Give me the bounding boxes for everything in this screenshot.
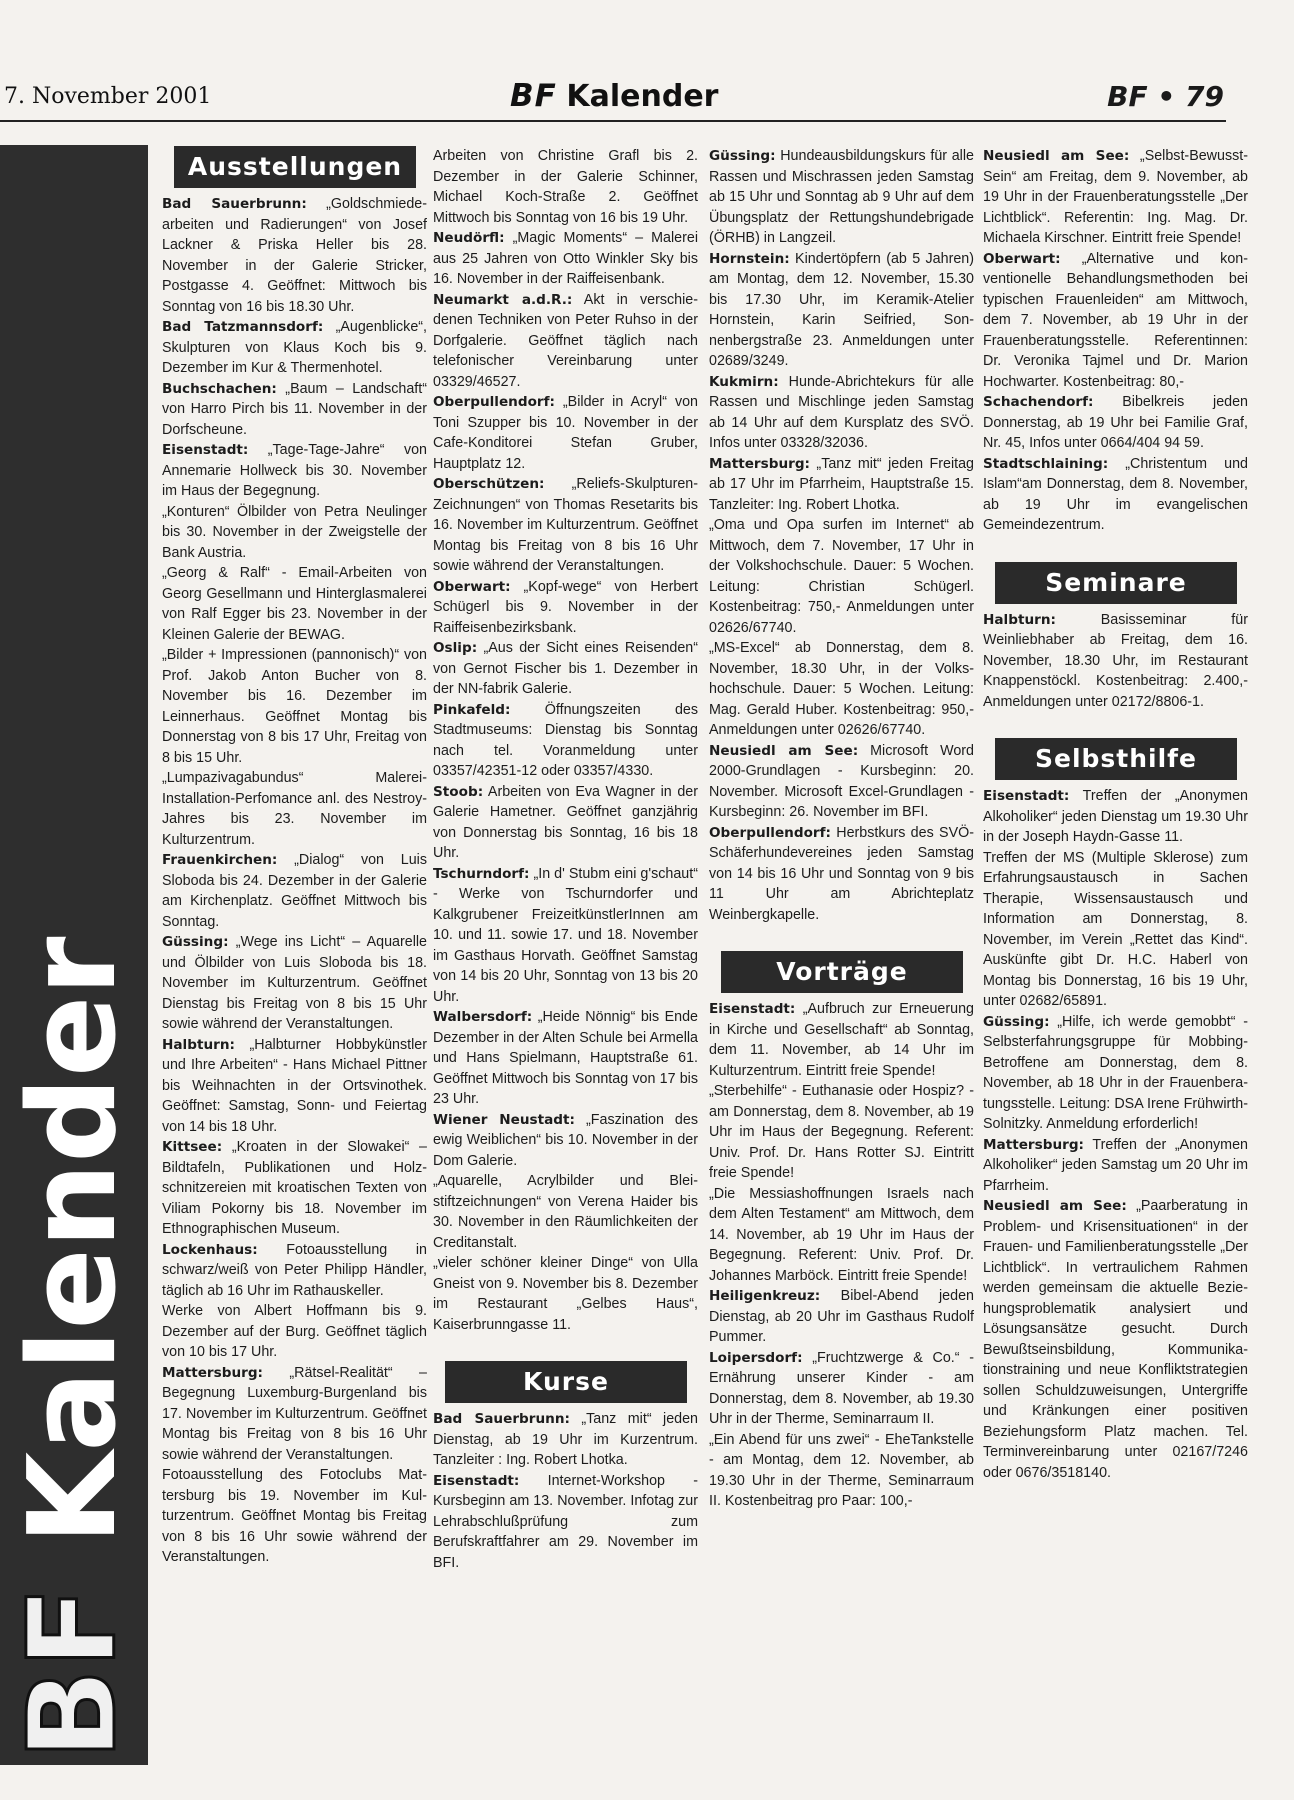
entry-text: Microsoft Word 2000-Grundlagen - Kursbeginn: 20. November. Microsoft Excel-Grundlagen - Kursbeginn: 26. November im BFI.: [709, 742, 974, 820]
calendar-entry: [433, 1471, 698, 1574]
calendar-entry: [709, 638, 974, 741]
entry-text: Werke von Albert Hoffmann bis 9. Dezember auf der Burg. Geöffnet täglich von 10 bis 17 Uhr.: [162, 1303, 427, 1360]
list-selbsthilfe: [983, 786, 1248, 1483]
entry-place: Wiener Neustadt:: [433, 1111, 575, 1128]
entry-text: „Magic Moments“ – Malerei aus 25 Jahren von Otto Winkler Sky bis 16. November in der Raiffeisenbank.: [433, 230, 698, 287]
section-heading-ausstellungen: Ausstellungen: [174, 146, 416, 188]
calendar-entry: [433, 290, 698, 393]
entry-place: Bad Sauerbrunn:: [162, 196, 307, 212]
entry-text: Internet-Workshop - Kursbeginn am 13. November. Infotag zur Lehrabschlußprüfung zum Berufskraftfahrer am 29. November im BFI.: [433, 1472, 698, 1571]
entry-text: „Aus der Sicht eines Reisenden“ von Gernot Fischer bis 1. Dezember in der NN-fabrik Galerie.: [433, 640, 698, 697]
list-kurse-b: [709, 146, 974, 925]
section-heading-vortraege: Vorträge: [721, 951, 963, 993]
entry-place: Walbersdorf:: [433, 1009, 533, 1025]
page-title: [510, 78, 718, 114]
calendar-entry: [709, 146, 974, 249]
entry-text: Akt in verschiedenen Techniken von Peter Ruhso in der Dorfgalerie. Geöffnet täglich nach telefonischer Vereinbarung unter 03329/46527.: [433, 291, 698, 390]
calendar-entry: [162, 440, 427, 502]
entry-place: Eisenstadt:: [983, 788, 1070, 804]
calendar-entry: [162, 563, 427, 645]
sidebar-brand: BF: [4, 1586, 143, 1760]
calendar-entry: [983, 848, 1248, 1012]
entry-place: Stoob:: [433, 783, 484, 800]
calendar-entry: [709, 372, 974, 454]
calendar-entry: [709, 1430, 974, 1512]
entry-text: „Selbst-Bewusst-Sein“ am Freitag, dem 9. November, ab 19 Uhr in der Frauenberatungsstelle „Der Lichtblick“. Referentin: Ing. Mag. Dr. Michaela Kirschner. Eintritt freie Spende!: [983, 148, 1248, 246]
entry-text: „Baum – Landschaft“ von Harro Pirch bis 11. November in der Dorfscheune.: [162, 380, 427, 438]
page-separator: •: [1157, 80, 1176, 113]
entry-text: „Heide Nönnig“ bis Ende Dezember in der Alten Schule bei Armella und Hans Spielmann, Hauptstraße 61. Geöffnet Mittwoch bis Sonntag von 17 bis 23 Uhr.: [433, 1009, 698, 1107]
calendar-entry: [709, 1348, 974, 1430]
entry-text: „Lumpazivagabundus“ Malerei-Installation-Perfomance anl. des Nestroy-Jahres bis 23. November im Kulturzentrum.: [162, 770, 427, 848]
calendar-entry: [983, 454, 1248, 536]
calendar-entry: [709, 454, 974, 516]
entry-place: Oberschützen:: [433, 476, 545, 492]
entry-text: „Die Messiashoffnungen Israels nach dem Alten Testament“ am Mittwoch, dem 14. November, ab 19 Uhr im Haus der Begegnung. Referent: Univ. Prof. Dr. Johannes Marböck. Eintritt freie Spende!: [709, 1185, 974, 1284]
section-heading-seminare: Seminare: [995, 562, 1237, 604]
calendar-entry: [983, 392, 1248, 454]
entry-place: Neudörfl:: [433, 230, 505, 246]
entry-place: Heiligenkreuz:: [709, 1288, 821, 1304]
calendar-entry: [983, 249, 1248, 393]
calendar-entry: [162, 317, 427, 379]
entry-text: „Goldschmiedearbeiten und Radierungen“ von Josef Lackner & Priska Heller bis 28. November in der Galerie Stricker, Postgasse 4. Geöffnet: Mittwoch bis Sonntag von 16 bis 18.30 Uhr.: [162, 196, 428, 315]
entry-place: Bad Sauerbrunn:: [433, 1411, 570, 1427]
entry-text: „Bilder in Acryl“ von Toni Szupper bis 10. November in der Cafe-Konditorei Stefan Gruber, Hauptplatz 12.: [433, 394, 698, 472]
entry-text: „Kroaten in der Slowakei“ – Bildtafeln, Publikationen und Holzschnitzereien mit kroatischen Texten von Viliam Pokorny bis 18. November im Ethnographischen Museum.: [162, 1139, 427, 1237]
entry-text: Treffen der „Anonymen Alkoholiker“ jeden Dienstag um 19.30 Uhr in der Joseph Haydn-Gasse 11.: [983, 788, 1248, 845]
entry-place: Eisenstadt:: [709, 1001, 796, 1017]
entry-place: Mattersburg:: [162, 1364, 263, 1381]
entry-text: „Wege ins Licht“ – Aquarelle und Ölbilder von Luis Sloboda bis 18. November im Kulturzentrum. Geöffnet Dienstag bis Freitag von 8 bis 15 Uhr sowie während der Veranstaltungen.: [162, 934, 427, 1032]
page-header: [0, 78, 1230, 120]
calendar-entry: [433, 1171, 698, 1253]
entry-text: „Halbturner Hobbykünstler und Ihre Arbeiten“ - Hans Michael Pittner bis Weihnachten in der Ortsvinothek. Geöffnet: Samstag, Sonn- und Feiertag von 14 bis 18 Uhr.: [162, 1036, 427, 1135]
calendar-entry: [709, 1081, 974, 1184]
entry-text: „Hilfe, ich werde gemobbt“ - Selbsterfahrungsgruppe für Mobbing-Betroffene am Donnerstag, dem 8. November, ab 18 Uhr in der Frauenberatungsstelle. Leitung: DSA Irene Frühwirth-Solnitzky. Anmeldung erforderlich!: [983, 1013, 1248, 1132]
calendar-entry: [433, 782, 698, 864]
section-heading-kurse: Kurse: [445, 1361, 687, 1403]
list-ausstellungen: [162, 194, 427, 1568]
entry-place: Schachendorf:: [983, 394, 1094, 410]
entry-place: Eisenstadt:: [433, 1472, 520, 1489]
list-vortraege-b: [983, 146, 1248, 536]
entry-text: Arbeiten von Christine Grafl bis 2. Dezember in der Galerie Schinner, Michael Koch-Straße 2. Geöffnet Mittwoch bis Sonntag von 16 bis 19 Uhr.: [433, 148, 698, 226]
entry-place: Bad Tatzmannsdorf:: [162, 319, 324, 335]
entry-place: Buchschachen:: [162, 380, 277, 397]
entry-place: Halbturn:: [162, 1036, 235, 1053]
entry-place: Güssing:: [162, 934, 229, 950]
issue-date: 7. November 2001: [4, 84, 212, 109]
entry-text: Treffen der MS (Multiple Sklerose) zum Erfahrungsaustausch in Sachen Therapie, Wissensaustausch und Information am Donnerstag, 8. November, im Verein „Rettet das Kind“. Auskünfte gibt Dr. H.C. Haberl von Montag bis Donnerstag, 16 bis 19 Uhr, unter 02682/65891.: [983, 849, 1248, 1009]
calendar-entry: [433, 1007, 698, 1110]
calendar-entry: [709, 741, 974, 823]
calendar-entry: [709, 515, 974, 638]
calendar-entry: [162, 1240, 427, 1302]
calendar-entry: [162, 1137, 427, 1240]
entry-text: Basisseminar für Weinliebhaber ab Freitag, dem 16. November, 18.30 Uhr, im Restaurant Knappenstöckl. Kostenbeitrag: 2.400,- Anmeldungen unter 02172/8806-1.: [983, 611, 1248, 710]
entry-text: Herbstkurs des SVÖ-Schäferhundevereines jeden Samstag von 14 bis 16 Uhr und Sonntag von 9 bis 11 Uhr am Abrichteplatz Weinbergkapelle.: [709, 824, 974, 923]
column-4: [983, 146, 1248, 1483]
header-rule: [0, 120, 1226, 122]
entry-place: Oberpullendorf:: [709, 824, 831, 841]
calendar-entry: [162, 1035, 427, 1138]
entry-text: „Bilder + Impressionen (pannonisch)“ von Prof. Jakob Anton Bucher von 8. November bis 16. Dezember im Leinnerhaus. Geöffnet Montag bis Donnerstag von 8 bis 17 Uhr, Freitag von 8 bis 15 Uhr.: [162, 647, 427, 766]
calendar-entry: [433, 864, 698, 1008]
entry-text: „In d' Stubm eini g'schaut“ - Werke von Tschurndorfer und Kalkgrubener FreizeitkünstlerInnen am 10. und 11. sowie 17. und 18. November im Gasthaus Horvath. Geöffnet Samstag von 14 bis 20 Uhr, Sonntag von 13 bis 20 Uhr.: [433, 865, 698, 1005]
column-1: [162, 146, 427, 1568]
calendar-entry: [709, 823, 974, 926]
entry-text: Fotoausstellung des Fotoclubs Mattersburg bis 19. November im Kulturzentrum. Geöffnet Montag bis Freitag von 8 bis 16 Uhr sowie während der Veranstaltungen.: [162, 1467, 427, 1565]
calendar-entry: [162, 502, 427, 564]
entry-text: „Aufbruch zur Erneuerung in Kirche und Gesellschaft“ ab Sonntag, dem 11. November, ab 14 Uhr im Kulturzentrum. Eintritt freie Spende!: [709, 1001, 974, 1079]
entry-text: „Oma und Opa surfen im Internet“ ab Mittwoch, dem 7. November, 17 Uhr in der Volkshochschule. Dauer: 5 Wochen. Leitung: Christian Schügerl. Kostenbeitrag: 750,- Anmeldungen unter 02626/67740.: [709, 517, 974, 636]
calendar-entry: [709, 249, 974, 372]
calendar-entry: [433, 1409, 698, 1471]
entry-place: Stadtschlaining:: [983, 455, 1109, 472]
calendar-entry: [162, 1465, 427, 1568]
calendar-entry: [433, 228, 698, 290]
calendar-entry: [983, 610, 1248, 713]
entry-place: Güssing:: [709, 148, 776, 164]
entry-text: „Tage-Tage-Jahre“ von Annemarie Hollweck bis 30. November im Haus der Begegnung.: [162, 442, 427, 499]
calendar-entry: [162, 194, 427, 317]
entry-place: Oberwart:: [983, 250, 1061, 267]
entry-text: „Tanz mit“ jeden Dienstag, ab 19 Uhr im Kurzentrum. Tanzleiter : Ing. Robert Lhotka.: [433, 1411, 698, 1468]
entry-place: Pinkafeld:: [433, 701, 511, 718]
entry-place: Oslip:: [433, 640, 478, 656]
calendar-entry: [162, 932, 427, 1035]
calendar-entry: [433, 474, 698, 577]
entry-text: „Christentum und Islam“am Donnerstag, dem 8. November, ab 19 Uhr im evangelischen Gemeindezentrum.: [983, 455, 1248, 533]
entry-text: Arbeiten von Eva Wagner in der Galerie Hametner. Geöffnet ganzjährig von Donnerstag bis Sonntag, 16 bis 18 Uhr.: [433, 783, 698, 861]
calendar-entry: [162, 1363, 427, 1466]
calendar-entry: [433, 1253, 698, 1335]
entry-text: „Sterbehilfe“ - Euthanasie oder Hospiz? - am Donnerstag, dem 8. November, ab 19 Uhr im Haus der Begegnung. Referent: Univ. Prof. Dr. Hans Rotter SJ. Eintritt freie Spende!: [709, 1083, 974, 1181]
entry-text: Treffen der „Anonymen Alkoholiker“ jeden Samstag um 20 Uhr im Pfarrheim.: [983, 1136, 1248, 1194]
entry-text: „vieler schöner kleiner Dinge“ von Ulla Gneist von 9. November bis 8. Dezember im Restaurant „Gelbes Haus“, Kaiserbrunngasse 11.: [433, 1255, 698, 1333]
calendar-entry: [983, 146, 1248, 249]
sidebar-title: [0, 320, 149, 1760]
entry-place: Kukmirn:: [709, 373, 779, 390]
entry-place: Mattersburg:: [983, 1136, 1084, 1153]
calendar-entry: [433, 392, 698, 474]
list-ausstellungen-cont: [433, 146, 698, 1335]
list-vortraege-a: [709, 999, 974, 1512]
calendar-entry: [433, 577, 698, 639]
entry-text: „Paarberatung in Problem- und Krisensituationen“ in der Frauen- und Familienberatungsstelle „Der Lichtblick“. In vertraulichem Rahmen werden gemeinsam die aktuelle Beziehungsproblematik analysiert und Lösungsansätze gesucht. Durch Bewußtseinsbildung, Kommunikationstraining und neue Konfliktstrategien sollen Schuldzuweisungen, Untergriffe und Kränkungen einer positiven Beziehungsform Platz machen. Tel. Terminvereinbarung unter 02167/7246 oder 0676/3518140.: [983, 1198, 1248, 1481]
list-kurse-a: [433, 1409, 698, 1573]
entry-text: „Konturen“ Ölbilder von Petra Neulinger bis 30. November in der Zweigstelle der Bank Austria.: [162, 503, 427, 561]
entry-place: Oberpullendorf:: [433, 394, 555, 410]
entry-place: Eisenstadt:: [162, 442, 249, 458]
entry-text: Fotoausstellung in schwarz/weiß von Peter Philipp Händler, täglich ab 16 Uhr im Rathauskeller.: [162, 1241, 427, 1299]
calendar-entry: [162, 768, 427, 850]
page-number: 79: [1185, 80, 1224, 113]
entry-place: Tschurndorf:: [433, 865, 530, 882]
calendar-entry: [983, 1135, 1248, 1197]
title-brand: BF: [510, 78, 557, 114]
entry-text: Hunde-Abrichtekurs für alle Rassen und Mischlinge jeden Samstag ab 14 Uhr auf dem Kursplatz des SVÖ. Infos unter 03328/32036.: [709, 373, 974, 451]
entry-text: Öffnungszeiten des Stadtmuseums: Dienstag bis Sonntag nach tel. Voranmeldung unter 03357/42351-12 oder 03357/4330.: [433, 701, 698, 779]
entry-text: „Rätsel-Realität“ – Begegnung Luxemburg-Burgenland bis 17. November im Kulturzentrum. Geöffnet Montag bis Freitag von 8 bis 16 Uhr sowie während der Veranstaltungen.: [162, 1364, 427, 1463]
entry-text: „Alternative und konventionelle Behandlungsmethoden bei typischen Frauenleiden“ am Mittwoch, dem 7. November, ab 19 Uhr in der Frauenberatungsstelle. Referentinnen: Dr. Veronika Tajmel und Dr. Marion Hochwarter. Kostenbeitrag: 80,-: [983, 250, 1248, 390]
entry-text: „Ein Abend für uns zwei“ - EheTankstelle - am Montag, dem 12. November, ab 19.30 Uhr in der Therme, Seminarraum II. Kostenbeitrag pro Paar: 100,-: [709, 1431, 974, 1509]
entry-text: „Reliefs-Skulpturen-Zeichnungen“ von Thomas Resetarits bis 16. November im Kulturzentrum. Geöffnet Montag bis Freitag von 8 bis 16 Uhr sowie während der Veranstaltungen.: [433, 476, 698, 574]
entry-text: „Kopf-wege“ von Herbert Schügerl bis 9. November in der Raiffeisenbezirksbank.: [433, 578, 698, 636]
calendar-entry: [709, 1184, 974, 1287]
calendar-entry: [709, 1286, 974, 1348]
entry-place: Neusiedl am See:: [983, 148, 1130, 164]
calendar-entry: [433, 638, 698, 700]
entry-place: Loipersdorf:: [709, 1349, 803, 1366]
entry-text: Bibel-Abend jeden Dienstag, ab 20 Uhr im Gasthaus Rudolf Pummer.: [709, 1288, 974, 1345]
entry-place: Halbturn:: [983, 611, 1056, 628]
column-3: [709, 146, 974, 1512]
entry-place: Güssing:: [983, 1013, 1050, 1030]
calendar-entry: [433, 146, 698, 228]
entry-text: „MS-Excel“ ab Donnerstag, dem 8. November, 18.30 Uhr, in der Volkshochschule. Dauer: 5 Wochen. Leitung: Mag. Gerald Huber. Kostenbeitrag: 950,- Anmeldungen unter 02626/67740.: [709, 640, 974, 738]
calendar-entry: [162, 645, 427, 768]
calendar-entry: [162, 379, 427, 441]
entry-text: Hundeausbildungskurs für alle Rassen und Mischrassen jeden Samstag ab 15 Uhr und Sonntag ab 9 Uhr auf dem Übungsplatz der Rettungshundebrigade (ÖRHB) in Langzeil.: [709, 148, 974, 246]
calendar-entry: [433, 700, 698, 782]
list-seminare: [983, 610, 1248, 713]
column-2: [433, 146, 698, 1573]
page-brand: BF: [1107, 80, 1148, 113]
entry-text: „Tanz mit“ jeden Freitag ab 17 Uhr im Pfarrheim, Hauptstraße 15. Tanzleiter: Ing. Robert Lhotka.: [709, 455, 974, 513]
page-number-block: [1107, 80, 1224, 113]
entry-text: „Georg & Ralf“ - Email-Arbeiten von Georg Gesellmann und Hinterglasmalerei von Ralf Egger bis 23. November in der Kleinen Galerie der BEWAG.: [162, 565, 427, 643]
entry-place: Neumarkt a.d.R.:: [433, 291, 573, 308]
entry-place: Oberwart:: [433, 578, 511, 595]
entry-text: Kindertöpfern (ab 5 Jahren) am Montag, dem 12. November, 15.30 bis 17.30 Uhr, im Keramik-Atelier Hornstein, Karin Seifried, Sonnenbergstraße 23. Anmeldungen unter 02689/3249.: [709, 250, 974, 369]
entry-text: „Faszination des ewig Weiblichen“ bis 10. November in der Dom Galerie.: [433, 1111, 698, 1169]
calendar-entry: [983, 786, 1248, 848]
calendar-entry: [709, 999, 974, 1081]
calendar-entry: [162, 1301, 427, 1363]
section-heading-selbsthilfe: Selbsthilfe: [995, 738, 1237, 780]
sidebar-word: Kalender: [4, 936, 143, 1545]
entry-place: Hornstein:: [709, 250, 790, 267]
entry-place: Frauenkirchen:: [162, 852, 278, 868]
entry-text: „Dialog“ von Luis Sloboda bis 24. Dezember in der Galerie am Kirchenplatz. Geöffnet Mittwoch bis Sonntag.: [162, 852, 427, 930]
entry-text: „Augenblicke“, Skulpturen von Klaus Koch bis 9. Dezember im Kur & Thermenhotel.: [162, 319, 427, 376]
title-text: Kalender: [566, 79, 719, 114]
calendar-entry: [983, 1012, 1248, 1135]
calendar-entry: [983, 1196, 1248, 1483]
entry-place: Mattersburg:: [709, 455, 810, 472]
calendar-entry: [433, 1110, 698, 1172]
entry-text: „Aquarelle, Acrylbilder und Bleistiftzeichnungen“ von Verena Haider bis 30. November in den Räumlichkeiten der Creditanstalt.: [433, 1173, 698, 1251]
sidebar-banner: [0, 145, 148, 1765]
entry-place: Lockenhaus:: [162, 1241, 258, 1258]
entry-place: Neusiedl am See:: [709, 742, 859, 759]
entry-text: Bibelkreis jeden Donnerstag, ab 19 Uhr bei Familie Graf, Nr. 45, Infos unter 0664/404 94 59.: [983, 394, 1248, 451]
entry-place: Kittsee:: [162, 1139, 223, 1155]
entry-place: Neusiedl am See:: [983, 1198, 1127, 1214]
calendar-entry: [162, 850, 427, 932]
entry-text: „Fruchtzwerge & Co.“ - Ernährung unserer Kinder - am Donnerstag, dem 8. November, ab 19.30 Uhr in der Therme, Seminarraum II.: [709, 1349, 974, 1427]
